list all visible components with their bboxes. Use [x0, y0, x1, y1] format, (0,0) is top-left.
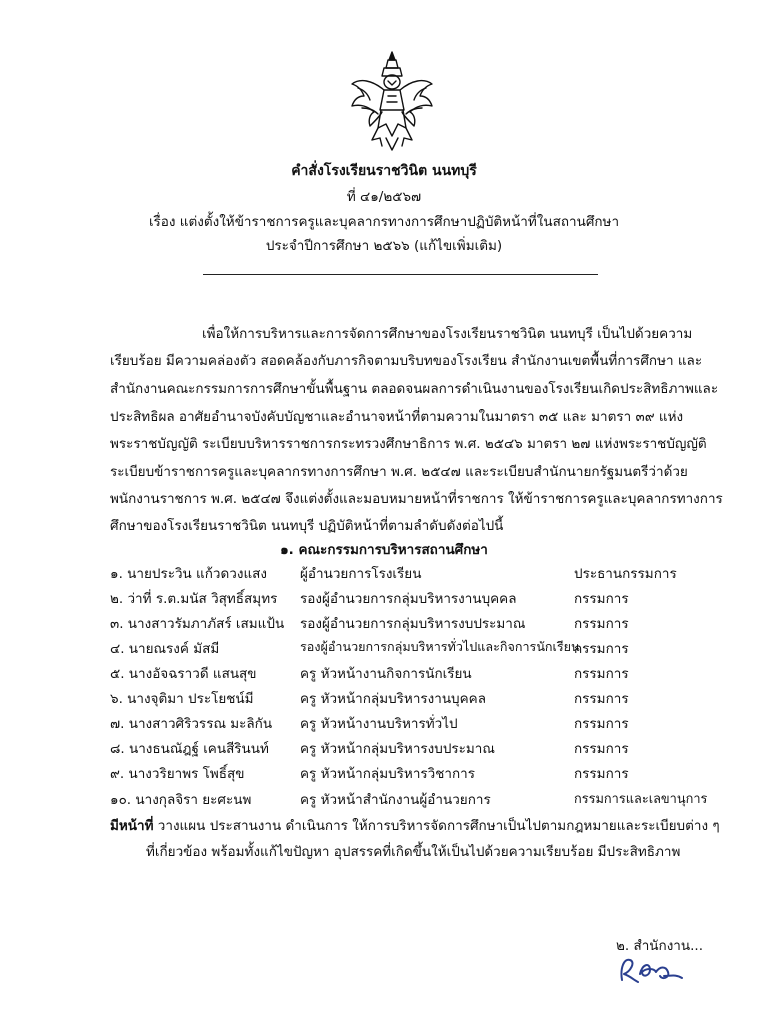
garuda-emblem: [348, 50, 436, 154]
member-role: กรรมการและเลขานุการ: [574, 792, 708, 807]
committee-row: [0, 737, 768, 761]
duty-label: มีหน้าที่: [110, 818, 154, 834]
member-name: ๒. ว่าที่ ร.ต.มนัส วิสุทธิ์สมุทร: [110, 591, 278, 607]
academic-year-line: ประจำปีการศึกษา ๒๕๖๖ (แก้ไขเพิ่มเติม): [265, 238, 503, 254]
member-position: รองผู้อำนวยการกลุ่มบริหารงบประมาณ: [300, 616, 526, 632]
body-line: เพื่อให้การบริหารและการจัดการศึกษาของโรงเรียนราชวินิต นนทบุรี เป็นไปด้วยความ: [202, 326, 693, 342]
duty-text-continued: ที่เกี่ยวข้อง พร้อมทั้งแก้ไขปัญหา อุปสรรคที่เกิดขึ้นให้เป็นไปด้วยความเรียบร้อย มีประสิทธิภาพ: [146, 844, 681, 860]
member-name: ๑๐. นางกุลจิรา ยะศะนพ: [110, 792, 252, 808]
member-role: กรรมการ: [574, 666, 629, 682]
member-position: รองผู้อำนวยการกลุ่มบริหารงานบุคคล: [300, 591, 517, 607]
member-position: ครู หัวหน้ากลุ่มบริหารงานบุคคล: [300, 691, 486, 707]
member-name: ๑. นายประวิน แก้วดวงแสง: [110, 566, 267, 582]
member-role: ประธานกรรมการ: [574, 566, 677, 582]
body-line: พระราชบัญญัติ ระเบียบบริหารราชการกระทรวงศึกษาธิการ พ.ศ. ๒๕๔๖ มาตรา ๒๗ แห่งพระราชบัญญัติ: [110, 436, 707, 452]
committee-row: [0, 637, 768, 661]
committee-row: [0, 662, 768, 686]
next-page-marker: ๒. สำนักงาน...: [616, 938, 703, 954]
member-position: รองผู้อำนวยการกลุ่มบริหารทั่วไปและกิจการนักเรียน: [300, 639, 580, 654]
committee-row: [0, 687, 768, 711]
member-role: กรรมการ: [574, 741, 629, 757]
member-position: ครู หัวหน้ากลุ่มบริหารวิชาการ: [300, 766, 475, 782]
body-line: ศึกษาของโรงเรียนราชวินิต นนทบุรี ปฏิบัติหน้าที่ตามลำดับดังต่อไปนี้: [110, 518, 504, 534]
member-name: ๔. นายณรงค์ มัสมี: [110, 641, 220, 657]
body-line: ประสิทธิผล อาศัยอำนาจบังคับบัญชาและอำนาจหน้าที่ตามความในมาตรา ๓๕ และ มาตรา ๓๙ แห่ง: [110, 409, 684, 425]
committee-row: [0, 788, 768, 812]
member-position: ครู หัวหน้าสำนักงานผู้อำนวยการ: [300, 792, 491, 808]
committee-row: [0, 562, 768, 586]
member-role: กรรมการ: [574, 616, 629, 632]
member-name: ๖. นางจุติมา ประโยชน์มี: [110, 691, 254, 707]
committee-row: [0, 612, 768, 636]
body-line: ระเบียบข้าราชการครูและบุคลากรทางการศึกษา พ.ศ. ๒๕๔๗ และระเบียบสำนักนายกรัฐมนตรีว่าด้วย: [110, 464, 688, 480]
member-position: ครู หัวหน้ากลุ่มบริหารงบประมาณ: [300, 741, 495, 757]
member-position: ครู หัวหน้างานกิจการนักเรียน: [300, 666, 472, 682]
committee-heading: ๑. คณะกรรมการบริหารสถานศึกษา: [280, 542, 488, 558]
member-name: ๙. นางวริยาพร โพธิ์สุข: [110, 766, 245, 782]
header-divider: [203, 274, 598, 275]
body-line: พนักงานราชการ พ.ศ. ๒๕๔๗ จึงแต่งตั้งและมอบหมายหน้าที่ราชการ ให้ข้าราชการครูและบุคลากรทางการ: [110, 491, 723, 507]
member-name: ๓. นางสาวรัมภาภัสร์ เสมแป้น: [110, 616, 285, 632]
member-role: กรรมการ: [574, 766, 629, 782]
member-role: กรรมการ: [574, 591, 629, 607]
handwritten-signature: [616, 952, 686, 988]
duty-text: วางแผน ประสานงาน ดำเนินการ ให้การบริหารจัดการศึกษาเป็นไปตามกฎหมายและระเบียบต่าง ๆ: [153, 818, 720, 834]
member-position: ครู หัวหน้างานบริหารทั่วไป: [300, 716, 458, 732]
document-title: คำสั่งโรงเรียนราชวินิต นนทบุรี: [291, 163, 477, 179]
duty-statement: [110, 814, 720, 836]
document-subject: เรื่อง แต่งตั้งให้ข้าราชการครูและบุคลากรทางการศึกษาปฏิบัติหน้าที่ในสถานศึกษา: [148, 214, 620, 230]
member-name: ๗. นางสาวศิริวรรณ มะลิกัน: [110, 716, 273, 732]
committee-row: [0, 587, 768, 611]
committee-row: [0, 762, 768, 786]
body-line: เรียบร้อย มีความคล่องตัว สอดคล้องกับภารกิจตามบริบทของโรงเรียน สำนักงานเขตพื้นที่การศึกษา และ: [110, 353, 703, 369]
member-role: กรรมการ: [574, 691, 629, 707]
document-number: ที่ ๔๑/๒๕๖๗: [346, 189, 422, 205]
body-line: สำนักงานคณะกรรมการการศึกษาขั้นพื้นฐาน ตลอดจนผลการดำเนินงานของโรงเรียนเกิดประสิทธิภาพและ: [110, 381, 719, 397]
member-role: กรรมการ: [574, 641, 629, 657]
member-name: ๘. นางธนณัฎฐ์ เคนสีรินนท์: [110, 741, 269, 757]
member-name: ๕. นางอัจฉราวดี แสนสุข: [110, 666, 257, 682]
member-role: กรรมการ: [574, 716, 629, 732]
committee-row: [0, 712, 768, 736]
member-position: ผู้อำนวยการโรงเรียน: [300, 566, 422, 582]
